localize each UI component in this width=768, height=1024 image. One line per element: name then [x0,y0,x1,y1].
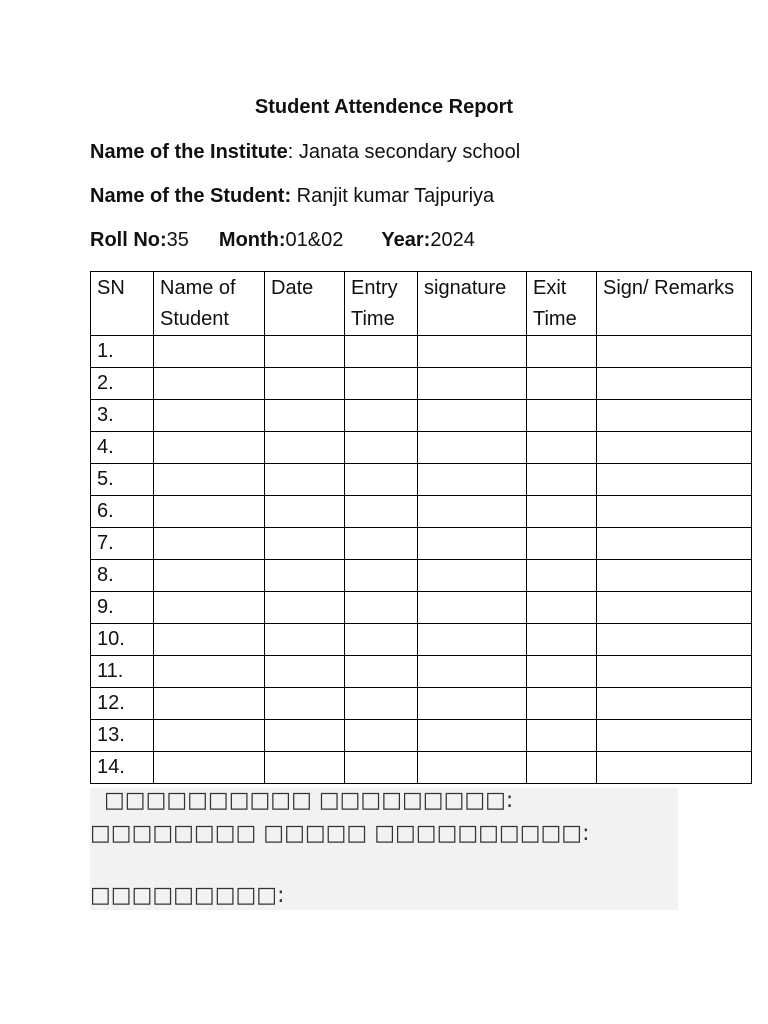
table-row [91,560,752,592]
empty-cell [418,400,527,432]
row-sn-cell: 4. [91,432,154,464]
month-value: 01&02 [285,229,344,251]
row-sn-cell: 13. [91,720,154,752]
row-sn-cell: 7. [91,528,154,560]
empty-cell [154,752,265,784]
empty-cell [265,624,345,656]
empty-cell [527,656,597,688]
empty-cell [597,752,752,784]
empty-cell [597,496,752,528]
empty-cell [597,624,752,656]
empty-cell [265,336,345,368]
empty-cell [265,464,345,496]
empty-cell [154,528,265,560]
empty-cell [597,400,752,432]
empty-cell [418,624,527,656]
table-row [91,336,752,368]
empty-cell [154,464,265,496]
empty-cell [418,592,527,624]
empty-cell [418,528,527,560]
student-line [90,185,494,208]
empty-cell [345,752,418,784]
footer-line-1: □□□□□□□□□□ □□□□□□□□□: [104,788,514,813]
row-sn-cell: 5. [91,464,154,496]
empty-cell [418,496,527,528]
empty-cell [418,656,527,688]
empty-cell [345,592,418,624]
empty-cell [527,752,597,784]
empty-cell [527,720,597,752]
row-sn-cell: 11. [91,656,154,688]
report-title: Student Attendence Report [254,96,514,118]
empty-cell [597,592,752,624]
row-sn-cell: 3. [91,400,154,432]
table-row [91,688,752,720]
empty-cell [418,464,527,496]
empty-cell [345,624,418,656]
empty-cell [597,432,752,464]
empty-cell [265,720,345,752]
empty-cell [418,688,527,720]
row-sn-cell: 12. [91,688,154,720]
empty-cell [597,336,752,368]
roll-month-year-line [90,229,475,252]
row-sn-cell: 8. [91,560,154,592]
empty-cell [527,592,597,624]
empty-cell [418,368,527,400]
footer-line-2: □□□□□□□□ □□□□□ □□□□□□□□□□: [90,821,590,846]
empty-cell [154,656,265,688]
empty-cell [154,400,265,432]
empty-cell [154,624,265,656]
empty-cell [345,464,418,496]
attendance-table [90,271,752,784]
empty-cell [527,528,597,560]
empty-cell [265,560,345,592]
empty-cell [265,368,345,400]
empty-cell [345,560,418,592]
empty-cell [265,592,345,624]
table-row [91,368,752,400]
empty-cell [597,368,752,400]
table-row [91,720,752,752]
empty-cell [345,528,418,560]
header-date: Date [265,272,345,336]
empty-cell [527,336,597,368]
empty-cell [597,656,752,688]
empty-cell [265,528,345,560]
empty-cell [597,528,752,560]
month-label: Month: [218,229,286,251]
roll-value: 35 [166,229,189,251]
table-row [91,528,752,560]
table-row [91,400,752,432]
institute-label: Name of the Institute [90,141,288,163]
row-sn-cell: 6. [91,496,154,528]
empty-cell [265,432,345,464]
row-sn-cell: 1. [91,336,154,368]
table-row [91,752,752,784]
empty-cell [418,720,527,752]
empty-cell [345,432,418,464]
header-signature: signature [418,272,527,336]
empty-cell [154,432,265,464]
empty-cell [527,560,597,592]
empty-cell [154,688,265,720]
empty-cell [345,688,418,720]
empty-cell [345,400,418,432]
empty-cell [597,464,752,496]
table-row [91,432,752,464]
empty-cell [345,496,418,528]
empty-cell [527,688,597,720]
header-exit-time: Exit Time [527,272,597,336]
empty-cell [597,688,752,720]
empty-cell [154,368,265,400]
header-sign-remarks: Sign/ Remarks [597,272,752,336]
empty-cell [597,560,752,592]
table-row [91,656,752,688]
row-sn-cell: 10. [91,624,154,656]
empty-cell [154,336,265,368]
roll-label: Roll No: [90,229,167,251]
footer-line-3: □□□□□□□□□: [90,883,285,908]
empty-cell [597,720,752,752]
empty-cell [265,496,345,528]
institute-value: : Janata secondary school [287,141,521,163]
empty-cell [265,752,345,784]
empty-cell [345,656,418,688]
header-name-of-student: Name of Student [154,272,265,336]
table-header-row [91,272,752,336]
row-sn-cell: 2. [91,368,154,400]
empty-cell [418,336,527,368]
empty-cell [527,400,597,432]
empty-cell [345,368,418,400]
empty-cell [265,400,345,432]
footer-text-block [90,788,678,910]
row-sn-cell: 14. [91,752,154,784]
table-row [91,624,752,656]
empty-cell [154,560,265,592]
institute-line [90,141,520,164]
empty-cell [154,720,265,752]
student-label: Name of the Student: [90,185,292,207]
header-entry-time: Entry Time [345,272,418,336]
empty-cell [527,464,597,496]
empty-cell [527,368,597,400]
empty-cell [418,432,527,464]
table-row [91,464,752,496]
student-value: Ranjit kumar Tajpuriya [291,185,495,207]
empty-cell [265,656,345,688]
empty-cell [527,432,597,464]
table-row [91,592,752,624]
empty-cell [418,560,527,592]
header-sn: SN [91,272,154,336]
empty-cell [345,336,418,368]
empty-cell [154,592,265,624]
empty-cell [345,720,418,752]
empty-cell [527,624,597,656]
row-sn-cell: 9. [91,592,154,624]
empty-cell [527,496,597,528]
year-label: Year: [381,229,431,251]
empty-cell [154,496,265,528]
table-row [91,496,752,528]
empty-cell [418,752,527,784]
empty-cell [265,688,345,720]
year-value: 2024 [430,229,475,251]
